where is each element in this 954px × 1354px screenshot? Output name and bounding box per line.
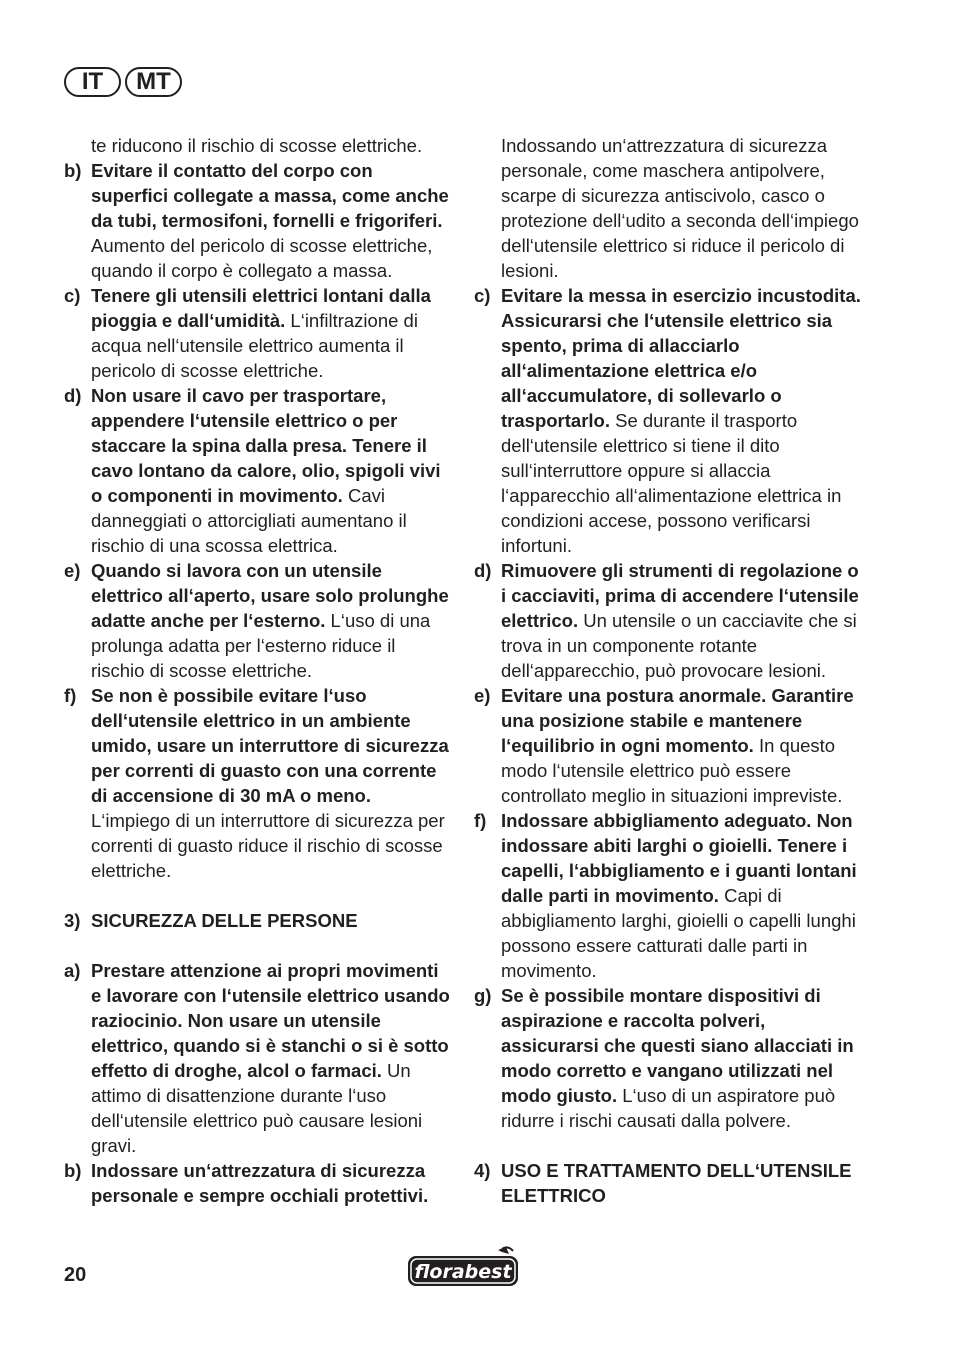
list-item-d	[474, 558, 864, 683]
item-normal-text: Un utensile o un cacciavite che si trova in un componente rotante dell‘apparecchio, può provocare lesioni.	[501, 610, 857, 681]
item-marker: c)	[64, 285, 81, 306]
item-bold-text: Evitare il contatto del corpo con superfici collegate a massa, come anche da tubi, termosifoni, fornelli e frigoriferi.	[91, 160, 449, 231]
list-item-b	[64, 1158, 452, 1208]
item-normal-text: L‘infiltrazione di acqua nell‘utensile elettrico aumenta il pericolo di scosse elettriche.	[91, 310, 418, 381]
brand-logo	[406, 1246, 520, 1295]
item-bold-text: Tenere gli utensili elettrici lontani dalla pioggia e dall‘umidità.	[91, 285, 431, 331]
language-badge-it: IT	[64, 67, 121, 97]
item-normal-text: L‘uso di un aspiratore può ridurre i rischi causati dalla polvere.	[501, 1085, 836, 1131]
item-bold-text: Prestare attenzione ai propri movimenti e lavorare con l‘utensile elettrico usando raziocinio. Non usare un utensile elettrico, quando si è stanchi o si è sotto effetto di droghe, alcol o farmaci.	[91, 960, 450, 1081]
item-normal-text: Un attimo di disattenzione durante l‘uso dell‘utensile elettrico può causare lesioni gravi.	[91, 1060, 423, 1156]
item-marker: b)	[64, 1160, 82, 1181]
item-marker: g)	[474, 985, 492, 1006]
item-bold-text: Quando si lavora con un utensile elettrico all‘aperto, usare solo prolunghe adatte anche per l‘esterno.	[91, 560, 449, 631]
continuation-text: Indossando un‘attrezzatura di sicurezza personale, come maschera antipolvere, scarpe di sicurezza antiscivolo, casco o protezione dell‘udito a seconda dell‘impiego dell‘utensile elettrico si riduce il pericolo di lesioni.	[501, 135, 859, 281]
item-bold-text: Se non è possibile evitare l‘uso dell‘utensile elettrico in un ambiente umido, usare un interruttore di sicurezza per correnti di guasto con una corrente di accensione di 30 mA o meno.	[91, 685, 449, 806]
item-normal-text: Capi di abbigliamento larghi, gioielli o capelli lunghi possono essere catturati dalle parti in movimento.	[501, 885, 856, 981]
item-bold-text: Se è possibile montare dispositivi di aspirazione e raccolta polveri, assicurarsi che questi siano allacciati in modo corretto e vangano utilizzati nel modo giusto.	[501, 985, 854, 1106]
item-bold-text: Non usare il cavo per trasportare, appendere l‘utensile elettrico o per staccare la spina dalla presa. Tenere il cavo lontano da calore, olio, spigoli vivi o componenti in movimento.	[91, 385, 441, 506]
item-bold-text: Evitare la messa in esercizio incustodita. Assicurarsi che l‘utensile elettrico sia spento, prima di allacciarlo all‘alimentazione elettrica e/o all‘accumulatore, di sollevarlo o trasportarlo.	[501, 285, 861, 431]
language-badges	[64, 67, 186, 97]
list-item-e	[64, 558, 452, 683]
list-item-b	[64, 158, 452, 283]
item-marker: c)	[474, 285, 491, 306]
item-normal-text: In questo modo l‘utensile elettrico può essere controllato meglio in situazioni impreviste.	[501, 735, 843, 806]
item-marker: f)	[64, 685, 77, 706]
section-heading-4	[474, 1158, 864, 1208]
item-bold-text: Indossare abbigliamento adeguato. Non indossare abiti larghi o gioielli. Tenere i capelli, l‘abbigliamento e i guanti lontani dalle parti in movimento.	[501, 810, 857, 906]
list-item-d	[64, 383, 452, 558]
section-number: 3)	[64, 910, 81, 931]
right-column	[474, 133, 864, 1208]
list-item-g	[474, 983, 864, 1133]
continuation-text: te riducono il rischio di scosse elettriche.	[91, 135, 423, 156]
left-column	[64, 133, 452, 1208]
item-marker: a)	[64, 960, 81, 981]
item-normal-text: Aumento del pericolo di scosse elettriche, quando il corpo è collegato a massa.	[91, 235, 433, 281]
logo-text: florabest	[414, 1261, 512, 1283]
item-normal-text: Cavi danneggiati o attorcigliati aumentano il rischio di una scossa elettrica.	[91, 485, 407, 556]
section-title: SICUREZZA DELLE PERSONE	[91, 910, 358, 931]
item-marker: e)	[474, 685, 491, 706]
list-item-f	[64, 683, 452, 883]
item-normal-text: Se durante il trasporto dell‘utensile elettrico si tiene il dito sull‘interruttore oppure si allaccia l‘apparecchio all‘alimentazione elettrica in condizioni accese, possono verificarsi infortuni.	[501, 410, 842, 556]
item-bold-text: Indossare un‘attrezzatura di sicurezza personale e sempre occhiali protettivi.	[91, 1160, 429, 1206]
section-heading-3	[64, 908, 452, 933]
section-title: USO E TRATTAMENTO DELL‘UTENSILE ELETTRICO	[501, 1160, 852, 1206]
list-item-f	[474, 808, 864, 983]
item-normal-text: L‘impiego di un interruttore di sicurezza per correnti di guasto riduce il rischio di scosse elettriche.	[91, 810, 445, 881]
item-normal-text: L‘uso di una prolunga adatta per l‘esterno riduce il rischio di scosse elettriche.	[91, 610, 431, 681]
item-marker: b)	[64, 160, 82, 181]
item-marker: e)	[64, 560, 81, 581]
page-number: 20	[64, 1264, 87, 1286]
list-item-c	[474, 283, 864, 558]
list-item-e	[474, 683, 864, 808]
language-badge-mt: MT	[125, 67, 182, 97]
item-marker: d)	[64, 385, 82, 406]
item-marker: f)	[474, 810, 487, 831]
list-item-a	[64, 958, 452, 1158]
item-bold-text: Evitare una postura anormale. Garantire una posizione stabile e mantenere l‘equilibrio in ogni momento.	[501, 685, 854, 756]
list-item-c	[64, 283, 452, 383]
section-number: 4)	[474, 1160, 491, 1181]
item-bold-text: Rimuovere gli strumenti di regolazione o i cacciaviti, prima di accendere l‘utensile elettrico.	[501, 560, 859, 631]
item-marker: d)	[474, 560, 492, 581]
